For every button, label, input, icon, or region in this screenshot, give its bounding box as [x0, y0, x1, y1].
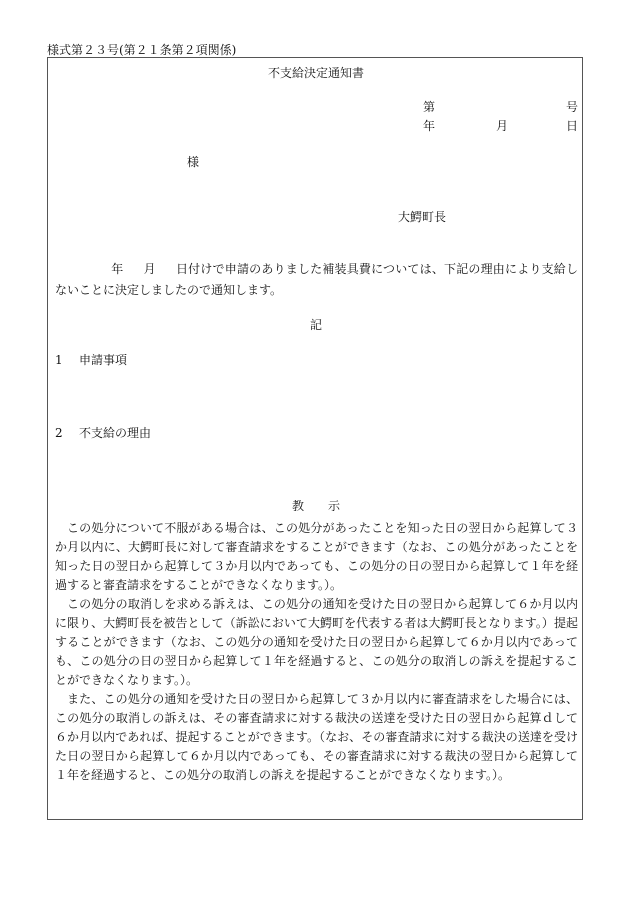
form-number: 様式第２３号(第２１条第２項関係)	[47, 43, 237, 57]
notice-paragraph: この処分の取消しを求める訴えは、この処分の通知を受けた日の翌日から起算して６か月以内に限り、大鰐町長を被告として（訴訟において大鰐町を代表する者は大鰐町長となります。）提起することができます（なお、この処分の通知を受けた日の翌日から起算して６か月以内であっても、この処分の日の翌日から起算して１年を経過すると、この処分の取消しの訴えを提起することができなくなります。）。	[55, 597, 578, 687]
notice-body	[55, 259, 578, 301]
date-year: 年	[423, 119, 436, 133]
document-title: 不支給決定通知書	[267, 66, 364, 80]
body-text: 日付けで申請のありました補装具費については、下記の理由により支給しないことに決定しましたので通知します。	[55, 262, 578, 297]
item-number: 2	[55, 426, 63, 440]
addressee-suffix: 様	[187, 155, 200, 169]
reference-go: 号	[565, 100, 578, 114]
item-number: 1	[55, 353, 63, 367]
item-label: 不支給の理由	[79, 426, 152, 440]
item-reason	[55, 424, 151, 441]
ki-heading: 記	[309, 318, 322, 332]
issuer-name: 大鰐町長	[398, 210, 447, 224]
appeal-notice	[55, 519, 578, 785]
body-year: 年	[111, 262, 124, 276]
notice-paragraph: この処分について不服がある場合は、この処分があったことを知った日の翌日から起算して３か月以内に、大鰐町長に対して審査請求をすることができます（なお、この処分があったことを知った日の翌日から起算して３か月以内であっても、この処分の日の翌日から起算して１年を経過すると審査請求をすることができなくなります。）。	[55, 521, 578, 592]
reference-dai: 第	[423, 100, 436, 114]
date-day: 日	[565, 119, 578, 133]
notice-paragraph: また、この処分の通知を受けた日の翌日から起算して３か月以内に審査請求をした場合には、この処分の取消しの訴えは、その審査請求に対する裁決の送達を受けた日の翌日から起算ｄして６か月以内であれば、提起することができます。（なお、その審査請求に対する裁決の送達を受けた日の翌日から起算して６か月以内であっても、その審査請求に対する裁決の翌日から起算して１年を経過すると、この処分の取消しの訴えを提起することができなくなります。）。	[55, 692, 578, 782]
kyoji-heading: 教 示	[291, 499, 341, 513]
date-month: 月	[496, 119, 509, 133]
item-label: 申請事項	[79, 353, 128, 367]
body-month: 月	[143, 262, 156, 276]
notice-frame	[47, 57, 583, 820]
item-application	[55, 351, 127, 368]
